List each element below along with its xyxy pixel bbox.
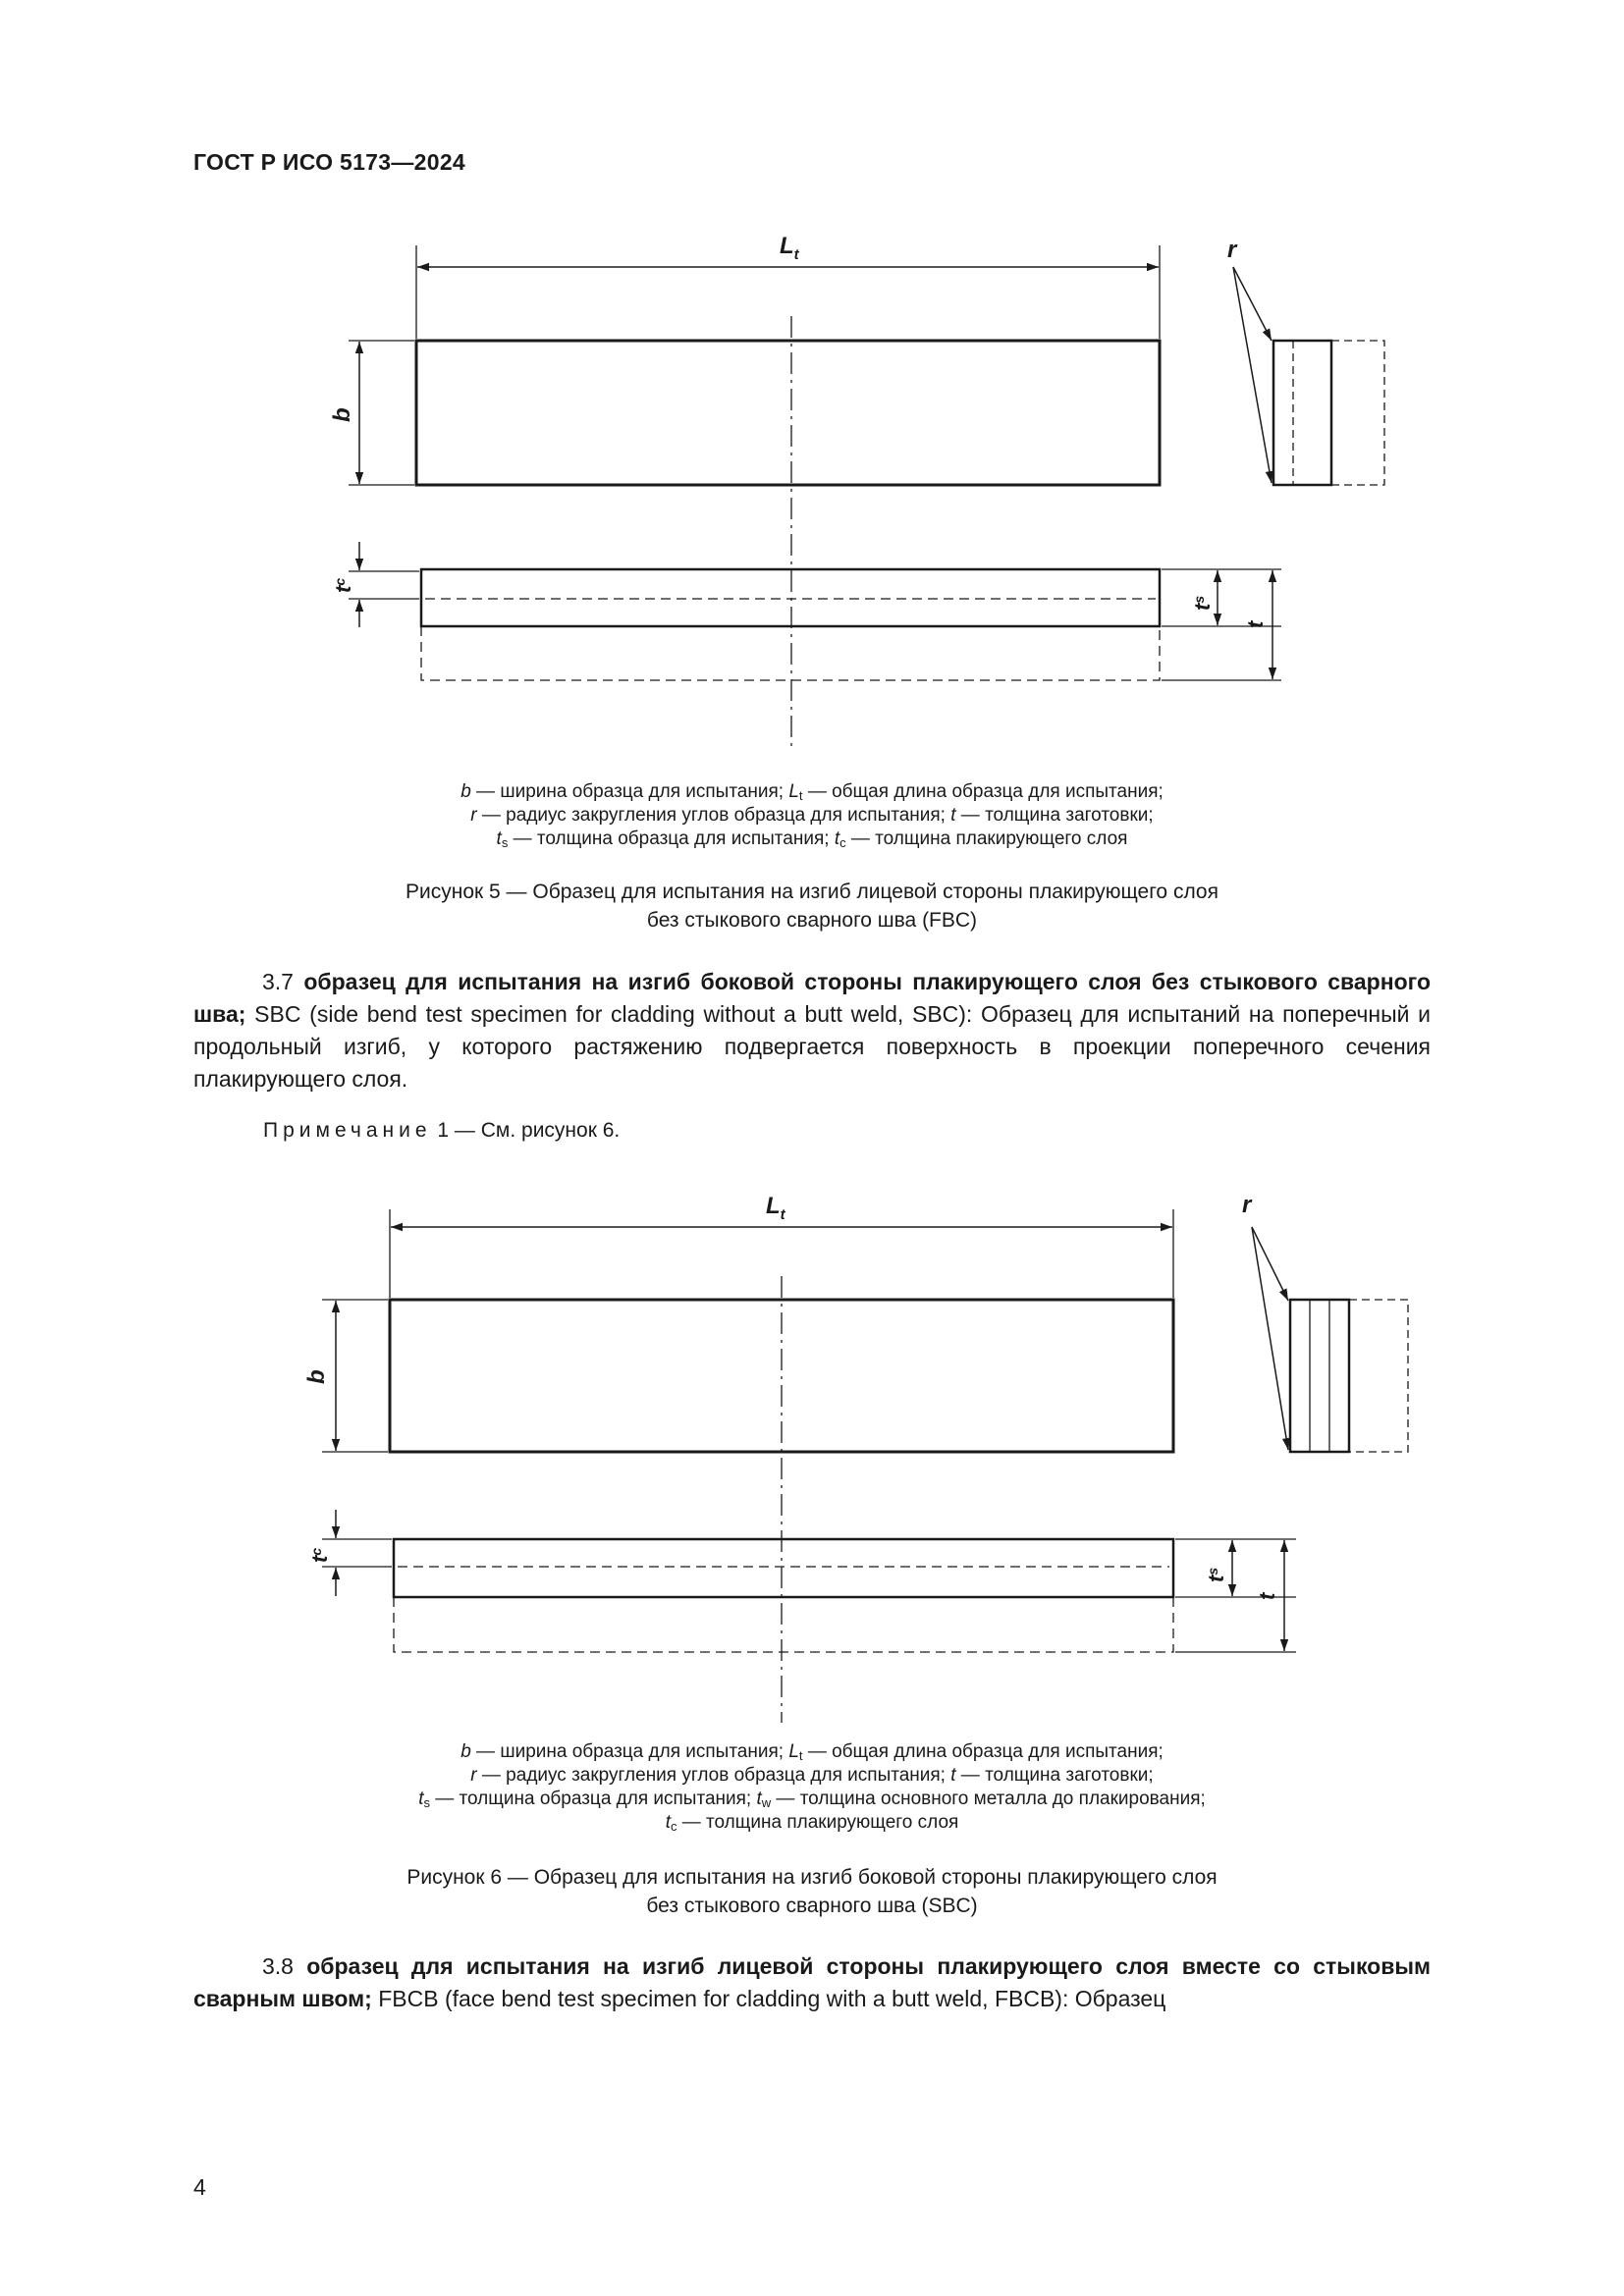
fig5-radius-leader	[1233, 267, 1272, 483]
figure-5-caption: Рисунок 5 — Образец для испытания на изгиб лицевой стороны плакирующего слоя без стыкового сварного шва (FBC)	[406, 881, 1218, 932]
section-3-8: 3.8 образец для испытания на изгиб лицевой стороны плакирующего слоя вместе со стыковым сварным швом; FBCB (face bend test specimen for cladding with a butt weld, FBCB): Образец	[193, 1953, 1432, 2011]
fig6-label-tc: $t^c$	[307, 1547, 332, 1563]
fig6-legend-line1: b — ширина образца для испытания; $L_t$ — общая длина образца для испытания;	[460, 1741, 1164, 1763]
fig6-label-t: t	[1255, 1592, 1279, 1600]
figure-5-drawing	[0, 216, 1624, 982]
fig6-label-L: $L_t$	[766, 1193, 785, 1223]
page-number: 4	[193, 2174, 206, 2200]
fig6-specimen-side-view	[394, 1539, 1173, 1597]
fig5-label-tc: $t^c$	[331, 577, 355, 593]
figure-5-legend	[0, 780, 1624, 851]
document-header: ГОСТ Р ИСО 5173—2024	[193, 149, 466, 175]
fig5-label-ts: $t^s$	[1190, 595, 1215, 611]
fig5-label-L: $L_t$	[780, 233, 799, 263]
fig5-legend-line3: $t_s$ — толщина образца для испытания; $t_c$ — толщина плакирующего слоя	[496, 828, 1128, 850]
fig5-specimen-top-view	[416, 341, 1160, 485]
section-3-7: 3.7 образец для испытания на изгиб боковой стороны плакирующего слоя без стыкового сварного шва; SBC (side bend test specimen for cladding without a butt weld, SBC): Образец для испытаний на поперечный и продольный изгиб, у которого растяжению подвергается поверхность в проекции поперечного сечения плакирующего слоя.	[193, 969, 1431, 1092]
fig5-legend-line2: r — радиус закругления углов образца для испытания; t — толщина заготовки;	[470, 805, 1154, 826]
note-1: Примечание 1 — См. рисунок 6.	[263, 1119, 621, 1142]
fig6-radius-leader	[1252, 1227, 1288, 1450]
fig6-legend-line3: $t_s$ — толщина образца для испытания; $t_w$ — толщина основного металла до плакирования;	[418, 1789, 1206, 1810]
fig5-specimen-end-view	[1273, 341, 1331, 485]
fig5-label-b: b	[329, 407, 355, 422]
fig5-legend-line1: b — ширина образца для испытания; $L_t$ — общая длина образца для испытания;	[460, 781, 1164, 803]
figure-6-legend	[0, 1740, 1624, 1835]
fig5-label-r: r	[1227, 237, 1237, 263]
fig6-label-r: r	[1242, 1192, 1252, 1218]
figure-6-caption: Рисунок 6 — Образец для испытания на изгиб боковой стороны плакирующего слоя без стыкового сварного шва (SBC)	[406, 1866, 1218, 1917]
fig5-specimen-side-view	[421, 569, 1160, 626]
fig6-label-b: b	[303, 1369, 330, 1384]
fig6-specimen-end-view	[1290, 1300, 1349, 1452]
fig6-legend-line4: $t_c$ — толщина плакирующего слоя	[665, 1812, 959, 1834]
figure-6-drawing	[0, 1178, 1624, 1728]
fig6-legend-line2: r — радиус закругления углов образца для испытания; t — толщина заготовки;	[470, 1765, 1154, 1786]
fig5-label-t: t	[1243, 620, 1268, 628]
fig6-label-ts: $t^s$	[1204, 1567, 1228, 1582]
